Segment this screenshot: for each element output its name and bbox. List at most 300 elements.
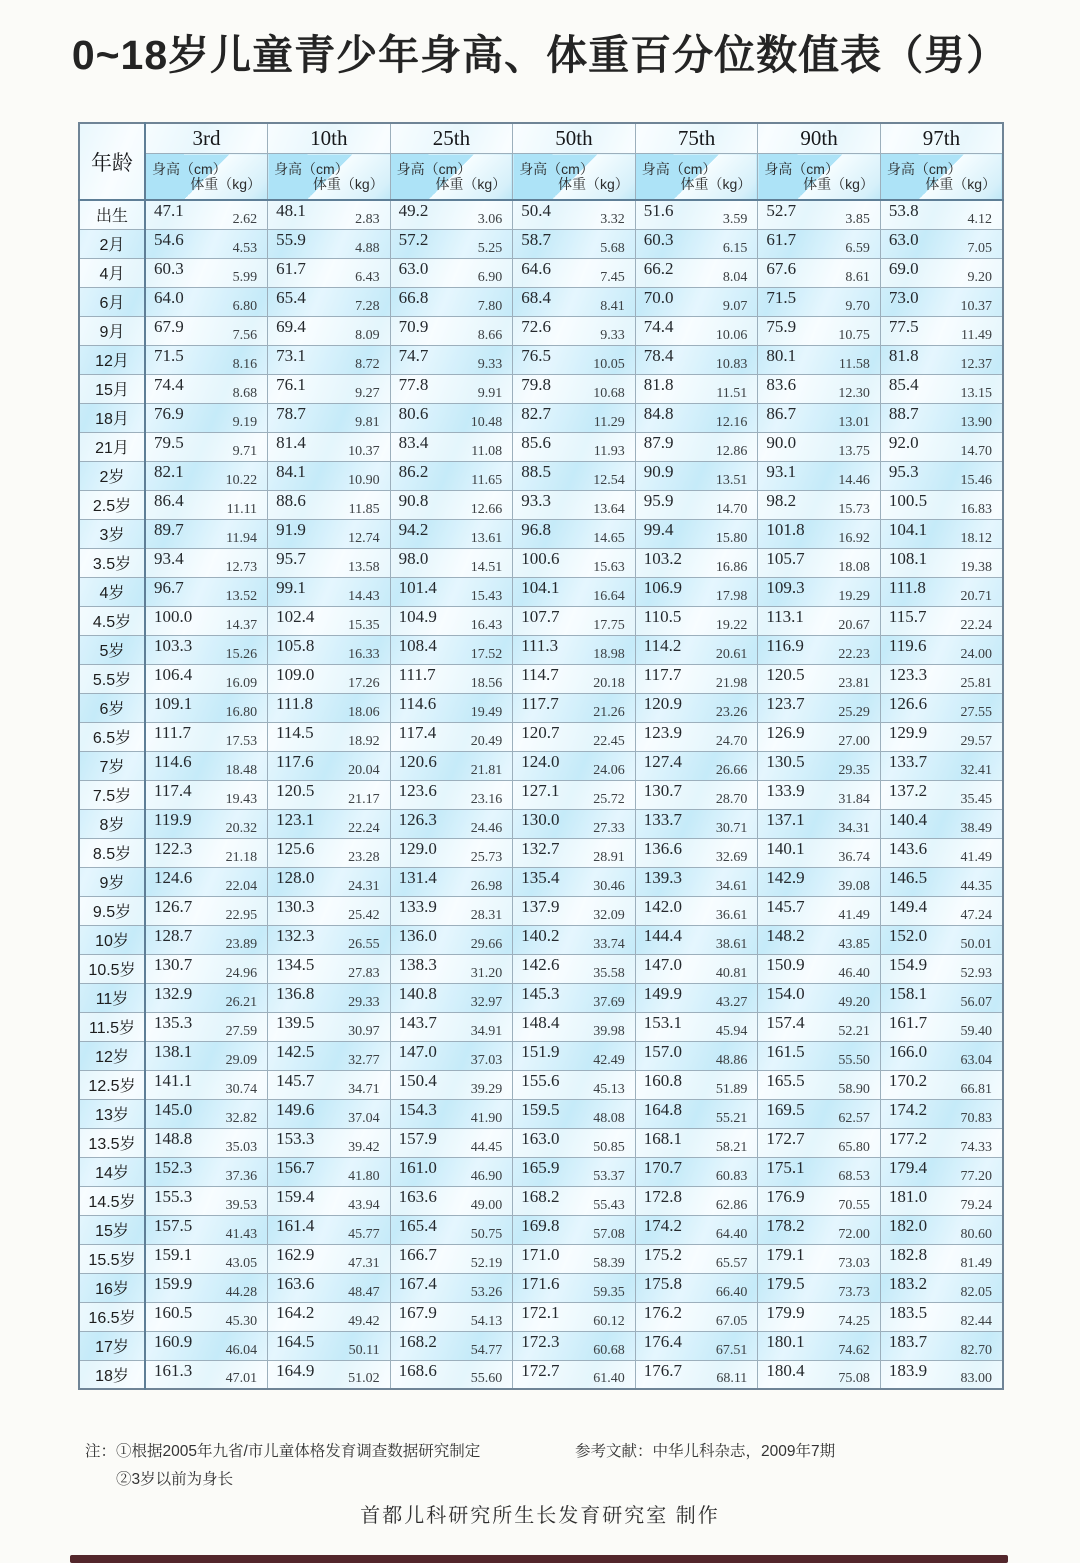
data-cell [635, 780, 758, 809]
data-cell [758, 1331, 881, 1360]
data-cell [758, 1012, 881, 1041]
data-cell [268, 838, 391, 867]
height-value: 115.7 [888, 606, 927, 626]
data-cell [268, 606, 391, 635]
height-value: 137.9 [521, 896, 560, 916]
height-value: 117.4 [154, 780, 192, 800]
height-value: 81.4 [276, 432, 306, 452]
height-value: 139.3 [643, 867, 682, 887]
table-row [79, 403, 1003, 432]
table-row [79, 606, 1003, 635]
age-cell: 16岁 [79, 1273, 145, 1302]
data-cell [758, 258, 881, 287]
height-value: 176.2 [643, 1302, 682, 1322]
weight-value: 45.30 [225, 1313, 258, 1329]
weight-value: 17.98 [715, 588, 748, 604]
age-cell: 9月 [79, 316, 145, 345]
weight-value: 14.46 [838, 472, 870, 488]
height-value: 172.8 [643, 1186, 682, 1206]
weight-value: 50.75 [470, 1226, 503, 1242]
data-cell [880, 1070, 1003, 1099]
weight-label: 体重（kg） [803, 176, 874, 192]
weight-value: 47.01 [225, 1371, 258, 1386]
weight-value: 36.74 [838, 849, 870, 865]
data-cell [880, 374, 1003, 403]
weight-value: 59.35 [593, 1284, 625, 1300]
data-cell [513, 983, 636, 1012]
measure-header-row [79, 154, 1003, 201]
height-value: 76.5 [521, 345, 551, 365]
weight-value: 14.65 [593, 530, 625, 546]
weight-value: 21.26 [593, 704, 625, 720]
table-row [79, 693, 1003, 722]
height-value: 77.8 [398, 374, 429, 394]
data-cell [758, 548, 881, 577]
data-cell [268, 403, 391, 432]
weight-value: 26.21 [225, 994, 258, 1010]
height-value: 82.1 [154, 461, 184, 481]
age-cell: 6岁 [79, 693, 145, 722]
data-cell [513, 925, 636, 954]
height-value: 174.2 [888, 1099, 928, 1119]
height-value: 123.1 [276, 809, 315, 829]
height-value: 67.9 [154, 316, 184, 336]
height-value: 88.5 [521, 461, 551, 481]
table-row [79, 1128, 1003, 1157]
height-value: 114.5 [276, 722, 314, 742]
weight-value: 32.69 [715, 849, 748, 865]
data-cell [513, 664, 636, 693]
height-value: 135.3 [154, 1012, 193, 1032]
data-cell [390, 780, 513, 809]
weight-value: 23.26 [715, 704, 748, 720]
age-cell: 14岁 [79, 1157, 145, 1186]
table-row [79, 519, 1003, 548]
weight-value: 55.50 [838, 1052, 870, 1068]
data-cell [635, 548, 758, 577]
weight-value: 41.43 [225, 1226, 258, 1242]
height-value: 91.9 [276, 519, 306, 539]
height-value: 109.1 [154, 693, 193, 713]
height-value: 93.4 [154, 548, 184, 568]
data-cell [145, 403, 268, 432]
table-row [79, 751, 1003, 780]
height-value: 182.8 [888, 1244, 928, 1264]
data-cell [268, 693, 391, 722]
weight-value: 9.20 [967, 269, 992, 285]
data-cell [268, 780, 391, 809]
height-value: 159.5 [521, 1099, 560, 1119]
height-value: 100.5 [888, 490, 928, 510]
data-cell [758, 461, 881, 490]
data-cell [390, 1360, 513, 1389]
data-cell [635, 1244, 758, 1273]
height-value: 172.7 [521, 1360, 560, 1380]
height-value: 124.6 [154, 867, 193, 887]
height-value: 76.9 [154, 403, 184, 423]
weight-value: 37.36 [225, 1168, 258, 1184]
data-cell [390, 1128, 513, 1157]
weight-value: 27.59 [225, 1023, 258, 1039]
height-value: 157.9 [398, 1128, 437, 1148]
height-value: 145.3 [521, 983, 560, 1003]
data-cell [513, 867, 636, 896]
height-value: 73.1 [276, 345, 306, 365]
weight-value: 23.16 [470, 791, 503, 807]
table-row [79, 1041, 1003, 1070]
weight-value: 56.07 [960, 994, 992, 1010]
weight-value: 24.00 [960, 646, 992, 662]
height-value: 178.2 [766, 1215, 805, 1235]
height-value: 166.0 [888, 1041, 928, 1061]
weight-value: 12.54 [593, 472, 625, 488]
height-value: 163.0 [521, 1128, 560, 1148]
height-value: 48.1 [276, 201, 306, 220]
data-cell [880, 403, 1003, 432]
data-cell [268, 1360, 391, 1389]
weight-value: 25.29 [838, 704, 870, 720]
height-value: 86.4 [154, 490, 184, 510]
height-value: 114.7 [521, 664, 559, 684]
weight-value: 7.28 [355, 298, 380, 314]
age-cell: 2岁 [79, 461, 145, 490]
data-cell [635, 461, 758, 490]
data-cell [145, 983, 268, 1012]
height-value: 60.3 [154, 258, 184, 278]
height-value: 129.9 [888, 722, 928, 742]
weight-value: 13.52 [225, 588, 258, 604]
height-value: 114.2 [643, 635, 682, 655]
data-cell [880, 1099, 1003, 1128]
height-value: 123.3 [888, 664, 928, 684]
weight-value: 29.35 [838, 762, 870, 778]
weight-value: 3.06 [477, 211, 503, 227]
data-cell [880, 519, 1003, 548]
height-value: 105.8 [276, 635, 315, 655]
data-cell [390, 693, 513, 722]
data-cell [390, 1302, 513, 1331]
data-cell [635, 896, 758, 925]
data-cell [390, 1099, 513, 1128]
data-cell [145, 1070, 268, 1099]
data-cell [390, 1070, 513, 1099]
height-value: 182.0 [888, 1215, 928, 1235]
height-value: 183.9 [888, 1360, 928, 1380]
height-value: 160.5 [154, 1302, 193, 1322]
data-cell [390, 374, 513, 403]
height-value: 150.4 [398, 1070, 437, 1090]
weight-value: 41.90 [470, 1110, 503, 1126]
weight-value: 22.04 [225, 878, 258, 894]
weight-value: 34.71 [348, 1081, 380, 1097]
data-cell [635, 954, 758, 983]
weight-value: 39.42 [348, 1139, 380, 1155]
weight-value: 15.46 [960, 472, 992, 488]
age-cell: 3.5岁 [79, 548, 145, 577]
weight-value: 23.81 [838, 675, 870, 691]
data-cell [758, 925, 881, 954]
data-cell [268, 461, 391, 490]
height-value: 152.0 [888, 925, 928, 945]
table-row [79, 722, 1003, 751]
weight-value: 3.85 [845, 211, 870, 227]
height-value: 102.4 [276, 606, 315, 626]
age-cell: 9.5岁 [79, 896, 145, 925]
data-cell [390, 461, 513, 490]
data-cell [390, 925, 513, 954]
height-value: 128.0 [276, 867, 315, 887]
data-cell [268, 635, 391, 664]
height-value: 69.4 [276, 316, 306, 336]
weight-value: 24.46 [470, 820, 503, 836]
data-cell [635, 983, 758, 1012]
height-value: 122.3 [154, 838, 193, 858]
data-cell [390, 229, 513, 258]
height-value: 90.9 [643, 461, 674, 481]
weight-value: 38.61 [715, 936, 748, 952]
data-cell [145, 258, 268, 287]
weight-value: 6.59 [845, 240, 870, 256]
percentile-header-25th: 25th [390, 123, 513, 154]
height-value: 107.7 [521, 606, 560, 626]
data-cell [390, 548, 513, 577]
data-cell [880, 693, 1003, 722]
height-value: 154.3 [398, 1099, 437, 1119]
height-value: 133.7 [643, 809, 682, 829]
height-value: 164.9 [276, 1360, 315, 1380]
weight-value: 9.33 [477, 356, 503, 372]
height-value: 163.6 [276, 1273, 315, 1293]
data-cell [268, 925, 391, 954]
data-cell [880, 258, 1003, 287]
data-cell [513, 1186, 636, 1215]
data-cell [268, 1070, 391, 1099]
data-cell [880, 1302, 1003, 1331]
data-cell [635, 1041, 758, 1070]
weight-label: 体重（kg） [557, 176, 629, 192]
table-row [79, 1302, 1003, 1331]
table-row [79, 345, 1003, 374]
data-cell [513, 519, 636, 548]
height-value: 90.8 [398, 490, 429, 510]
height-value: 74.4 [643, 316, 674, 336]
age-cell: 17岁 [79, 1331, 145, 1360]
data-cell [513, 287, 636, 316]
height-value: 111.8 [888, 577, 926, 597]
data-cell [145, 896, 268, 925]
height-value: 117.4 [398, 722, 437, 742]
data-cell [513, 1244, 636, 1273]
weight-value: 83.00 [960, 1371, 992, 1386]
weight-value: 25.81 [960, 675, 992, 691]
data-cell [268, 548, 391, 577]
weight-value: 45.94 [715, 1023, 748, 1039]
height-value: 55.9 [276, 229, 306, 249]
data-cell [758, 519, 881, 548]
data-cell [513, 1012, 636, 1041]
weight-value: 10.75 [838, 327, 870, 343]
weight-value: 82.05 [960, 1284, 992, 1300]
weight-value: 16.09 [225, 675, 258, 691]
height-value: 155.3 [154, 1186, 193, 1206]
data-cell [758, 1360, 881, 1389]
data-cell [390, 1331, 513, 1360]
subheader-cell [145, 154, 268, 201]
data-cell [390, 1244, 513, 1273]
data-cell [145, 1012, 268, 1041]
height-value: 94.2 [398, 519, 429, 539]
height-value: 132.9 [154, 983, 193, 1003]
weight-value: 13.51 [715, 472, 748, 488]
height-value: 63.0 [398, 258, 429, 278]
subheader-cell [635, 154, 758, 201]
height-value: 67.6 [766, 258, 797, 278]
data-cell [390, 635, 513, 664]
data-cell [880, 1012, 1003, 1041]
height-value: 98.2 [766, 490, 797, 510]
height-value: 149.9 [643, 983, 682, 1003]
table-row [79, 664, 1003, 693]
age-cell: 5.5岁 [79, 664, 145, 693]
weight-value: 58.21 [715, 1139, 748, 1155]
data-cell [513, 345, 636, 374]
weight-value: 57.08 [593, 1226, 625, 1242]
weight-value: 67.51 [715, 1342, 748, 1358]
height-value: 180.4 [766, 1360, 805, 1380]
reference-text: 参考文献：中华儿科杂志，2009年7期 [575, 1443, 836, 1460]
weight-value: 7.45 [600, 269, 625, 285]
weight-value: 13.90 [960, 414, 992, 430]
height-value: 105.7 [766, 548, 805, 568]
table-row [79, 954, 1003, 983]
table-row [79, 200, 1003, 229]
data-cell [268, 287, 391, 316]
height-value: 136.0 [398, 925, 437, 945]
weight-value: 24.96 [225, 965, 258, 981]
page-title: 0~18岁儿童青少年身高、体重百分位数值表（男） [71, 32, 1009, 78]
weight-value: 6.80 [232, 298, 258, 314]
data-cell [145, 1157, 268, 1186]
height-value: 63.0 [888, 229, 919, 249]
weight-value: 74.33 [960, 1139, 992, 1155]
data-cell [880, 722, 1003, 751]
weight-value: 31.20 [470, 965, 503, 981]
data-cell [268, 432, 391, 461]
weight-value: 5.68 [600, 240, 625, 256]
data-cell [145, 1128, 268, 1157]
weight-value: 10.06 [715, 327, 748, 343]
table-row [79, 548, 1003, 577]
weight-value: 47.31 [348, 1255, 380, 1271]
subheader-cell [268, 154, 391, 201]
data-cell [268, 1041, 391, 1070]
weight-value: 17.53 [225, 733, 258, 749]
data-cell [390, 403, 513, 432]
data-cell [880, 548, 1003, 577]
height-value: 58.7 [521, 229, 551, 249]
weight-value: 45.13 [593, 1081, 625, 1097]
data-cell [390, 867, 513, 896]
weight-value: 9.91 [477, 385, 503, 401]
weight-value: 52.93 [960, 965, 992, 981]
data-cell [513, 461, 636, 490]
data-cell [390, 896, 513, 925]
table-row [79, 461, 1003, 490]
weight-value: 4.53 [232, 240, 258, 256]
weight-value: 10.90 [348, 472, 380, 488]
data-cell [758, 693, 881, 722]
height-value: 90.0 [766, 432, 797, 452]
height-value: 86.2 [398, 461, 429, 481]
age-cell: 4.5岁 [79, 606, 145, 635]
height-value: 161.4 [276, 1215, 315, 1235]
data-cell [758, 1215, 881, 1244]
height-value: 101.8 [766, 519, 805, 539]
height-value: 92.0 [888, 432, 919, 452]
weight-value: 58.39 [593, 1255, 625, 1271]
weight-value: 60.83 [715, 1168, 748, 1184]
age-cell: 7岁 [79, 751, 145, 780]
height-value: 143.7 [398, 1012, 437, 1032]
height-value: 53.8 [888, 201, 919, 220]
data-cell [635, 1273, 758, 1302]
height-value: 165.4 [398, 1215, 437, 1235]
weight-value: 21.98 [715, 675, 748, 691]
age-cell: 15岁 [79, 1215, 145, 1244]
height-value: 132.3 [276, 925, 315, 945]
height-value: 95.9 [643, 490, 674, 510]
data-cell [145, 722, 268, 751]
weight-value: 55.21 [715, 1110, 748, 1126]
height-value: 70.9 [398, 316, 429, 336]
weight-value: 37.04 [348, 1110, 380, 1126]
data-cell [145, 751, 268, 780]
data-cell [145, 316, 268, 345]
weight-value: 68.53 [838, 1168, 870, 1184]
footnotes [85, 1438, 1015, 1494]
weight-value: 12.30 [838, 385, 870, 401]
height-value: 93.1 [766, 461, 797, 481]
weight-value: 8.68 [232, 385, 258, 401]
data-cell [513, 722, 636, 751]
height-value: 117.7 [521, 693, 559, 713]
weight-value: 11.65 [471, 472, 503, 488]
data-cell [880, 751, 1003, 780]
data-cell [268, 1331, 391, 1360]
weight-value: 15.43 [470, 588, 503, 604]
weight-value: 70.55 [838, 1197, 870, 1213]
weight-value: 22.95 [225, 907, 258, 923]
data-cell [145, 229, 268, 258]
height-value: 111.7 [154, 722, 191, 742]
weight-value: 10.22 [225, 472, 258, 488]
data-cell [880, 1186, 1003, 1215]
data-cell [145, 200, 268, 229]
data-cell [758, 838, 881, 867]
weight-value: 39.98 [593, 1023, 625, 1039]
height-value: 108.1 [888, 548, 928, 568]
weight-value: 62.57 [838, 1110, 870, 1126]
height-value: 72.6 [521, 316, 551, 336]
data-cell [268, 664, 391, 693]
height-value: 177.2 [888, 1128, 928, 1148]
data-cell [513, 577, 636, 606]
data-cell [513, 896, 636, 925]
weight-value: 50.11 [348, 1342, 380, 1358]
height-value: 117.7 [643, 664, 682, 684]
height-value: 120.6 [398, 751, 437, 771]
data-cell [390, 287, 513, 316]
